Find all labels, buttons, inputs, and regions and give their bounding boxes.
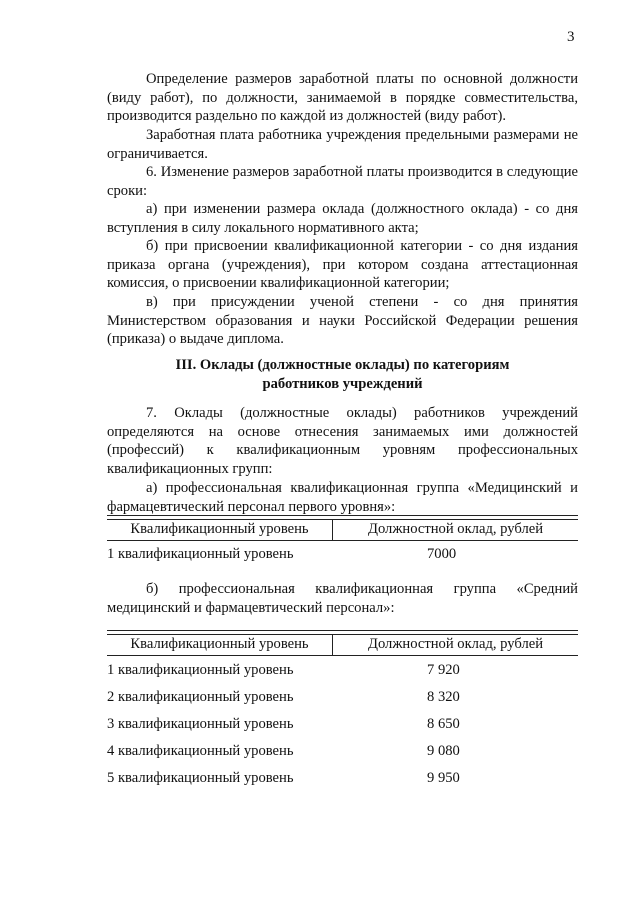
section-heading-line-2: работников учреждений — [262, 376, 423, 392]
column-header-level: Квалификационный уровень — [130, 521, 309, 537]
paragraph-item-6: 6. Изменение размеров заработной платы производится в следующие сроки: — [107, 164, 578, 199]
paragraph-item-6a: а) при изменении размера оклада (должностного оклада) - со дня вступления в силу локального нормативного акта; — [107, 201, 578, 236]
paragraph-item-7a: а) профессиональная квалификационная группа «Медицинский и фармацевтический персонал первого уровня»: — [107, 480, 578, 515]
column-header-salary: Должностной оклад, рублей — [367, 521, 544, 537]
row-salary: 7 920 — [427, 662, 460, 678]
paragraph-item-7: 7. Оклады (должностные оклады) работников учреждений определяются на основе отнесения занимаемых ими должностей (профессий) к квалификационным уровням профессиональных квалификационных групп: — [107, 405, 578, 477]
paragraph-item-6v: в) при присуждении ученой степени - со дня принятия Министерством образования и науки Российской Федерации решения (приказа) о выдаче диплома. — [107, 294, 578, 348]
row-salary: 9 080 — [427, 743, 460, 759]
column-header-salary: Должностной оклад, рублей — [367, 636, 544, 652]
paragraph-item-6b: б) при присвоении квалификационной категории - со дня издания приказа органа (учреждения), при котором создана аттестационная комиссия, о присвоении квалификационной категории; — [107, 238, 578, 292]
row-level: 2 квалификационный уровень — [107, 689, 294, 705]
table-column-divider — [332, 635, 333, 655]
column-header-level: Квалификационный уровень — [130, 636, 309, 652]
row-level: 1 квалификационный уровень — [107, 662, 294, 678]
table-header-rule — [107, 655, 578, 656]
section-heading-line-1: III. Оклады (должностные оклады) по категориям — [175, 357, 510, 373]
row-salary: 9 950 — [427, 770, 460, 786]
paragraph-item-7b: б) профессиональная квалификационная группа «Средний медицинский и фармацевтический персонал»: — [107, 581, 578, 616]
row-salary: 8 650 — [427, 716, 460, 732]
row-level: 3 квалификационный уровень — [107, 716, 294, 732]
row-level: 1 квалификационный уровень — [107, 546, 294, 562]
row-level: 5 квалификационный уровень — [107, 770, 294, 786]
table-top-rule — [107, 630, 578, 631]
section-heading — [107, 356, 578, 394]
table-top-rule — [107, 515, 578, 516]
page-number: 3 — [567, 29, 575, 45]
paragraph-salary-definition: Определение размеров заработной платы по основной должности (виду работ), по должности, занимаемой в порядке совместительства, производится раздельно по каждой из должностей (виду работ). — [107, 71, 578, 125]
table-header-rule — [107, 540, 578, 541]
row-level: 4 квалификационный уровень — [107, 743, 294, 759]
row-salary: 8 320 — [427, 689, 460, 705]
table-column-divider — [332, 520, 333, 540]
row-salary: 7000 — [427, 546, 457, 562]
paragraph-salary-no-limit: Заработная плата работника учреждения предельными размерами не ограничивается. — [107, 127, 578, 162]
